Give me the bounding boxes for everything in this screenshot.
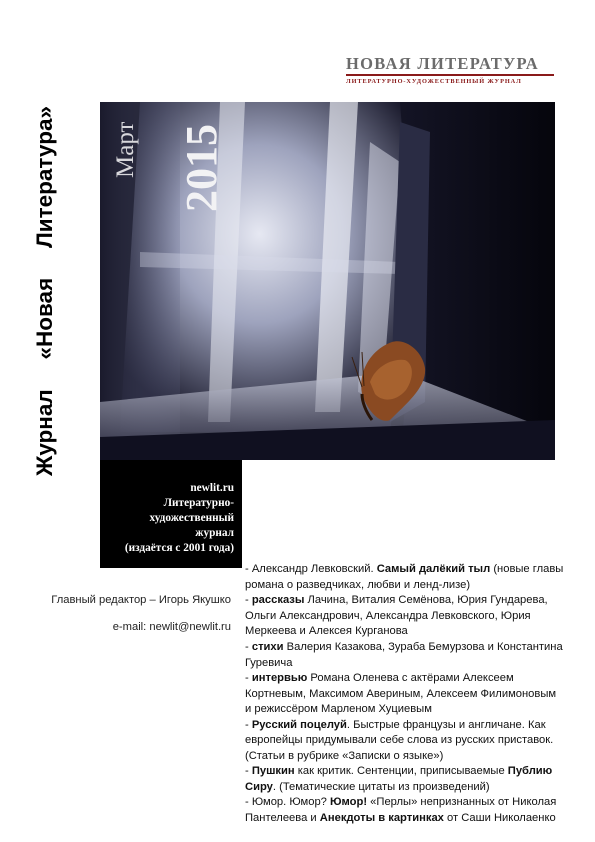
contents-item-text: - Юрий Меркеев.	[245, 532, 337, 545]
contents-item-text: -	[245, 672, 252, 685]
contents-heading: В номере:	[245, 470, 301, 482]
contents-item-text: -	[245, 765, 252, 778]
site-url[interactable]: newlit.ru	[190, 482, 234, 494]
site-info-line: (издаётся с 2001 года)	[124, 542, 234, 554]
vertical-journal-title	[32, 106, 58, 476]
contents-item	[245, 531, 565, 562]
issue-year: 2015	[177, 124, 226, 212]
site-info-line: художественный	[149, 512, 234, 524]
vertical-title-word: «Новая	[32, 277, 57, 360]
contents-item	[245, 764, 565, 795]
contents-item-bold: интервью	[251, 672, 308, 685]
contents-item	[245, 718, 565, 765]
contents-item-text: (повесть о маме и сыне-подростке)	[245, 501, 565, 529]
logo-title: НОВАЯ ЛИТЕРАТУРА	[346, 54, 539, 73]
contents-item-bold: Одна из десяти жизней	[336, 532, 466, 545]
site-info-line: журнал	[195, 527, 234, 539]
contents-item	[245, 485, 565, 532]
contact-email[interactable]: e-mail: newlit@newlit.ru	[112, 621, 231, 633]
contents-item	[245, 795, 565, 826]
issue-month: Март	[112, 121, 139, 178]
contents-list	[245, 485, 565, 827]
cover-image	[100, 102, 555, 460]
contents-item-text: от Саши Николаенко	[443, 812, 556, 825]
contents-item-text: Романа Оленева с актёрами Алексеем Кортневым, Максимом Авериным, Алексеем Филимоновым и режиссёром Марленом Хуциевым	[245, 672, 557, 716]
contents-item-bold: рассказы	[251, 594, 305, 607]
journal-logo	[346, 55, 554, 85]
vertical-title-word: Журнал	[32, 389, 57, 476]
contents-item-bold: Властелин Мира	[415, 501, 508, 514]
vertical-title-word: Литература»	[32, 106, 57, 248]
contents-item-text: (рассказы о просветлении и заблудившейся совести)	[245, 532, 530, 560]
logo-subtitle: ЛИТЕРАТУРНО-ХУДОЖЕСТВЕННЫЙ ЖУРНАЛ	[346, 78, 522, 85]
contents-item-text: - Юмор. Юмор?	[245, 796, 331, 809]
logo-rule	[346, 74, 554, 76]
contents-item-bold: Публию Сиру	[245, 765, 553, 793]
contents-item-text: Лачина, Виталия Семёнова, Юрия Гундарева, Ольги Александрович, Александра Левковского, Юрия Меркеева и Алексея Курганова	[245, 594, 548, 638]
contents-item-text: -	[245, 594, 252, 607]
contents-item-text: - Александр Левковский.	[245, 563, 377, 576]
contents-item	[245, 671, 565, 718]
contents-item	[245, 562, 565, 593]
contents-item-text: как критик. Сентенции, приписываемые	[294, 765, 508, 778]
contents-item-text: - Саша Николаенко.	[245, 485, 353, 498]
contents-item-text: «Перлы» непризнанных от Николая Пантелеева и	[245, 796, 557, 825]
contents-item-bold: стихи	[251, 641, 284, 654]
issue-contents	[245, 469, 565, 827]
contents-item-text: . (Тематические цитаты из произведений)	[272, 780, 490, 793]
chief-editor: Главный редактор – Игорь Якушко	[51, 594, 231, 606]
contents-item-bold: Пушкин	[251, 765, 295, 778]
contents-item-bold: Русский поцелуй	[251, 718, 347, 731]
contents-item-text: . Быстрые французы и англичане. Как европейцы придумывали себе слова из русских приставок. (Статьи в рубрике «Записки о языке»)	[245, 718, 554, 762]
contents-item-text: (новые главы романа о разведчиках, любви и ленд-лизе)	[245, 563, 564, 591]
contents-item-text: -	[245, 641, 252, 654]
contents-item-text: (истории о нежданном счастье),	[245, 501, 416, 514]
window-butterfly-illustration	[100, 102, 555, 460]
contents-item-bold: Анекдоты в картинках	[319, 812, 444, 825]
contents-item	[245, 640, 565, 671]
site-info-line: Литературно-	[163, 497, 234, 509]
contents-item	[245, 593, 565, 640]
contents-item-bold: Самый далёкий тыл	[376, 563, 491, 576]
contents-item-text: Валерия Казакова, Зураба Бемурзова и Константина Гуревича	[245, 641, 563, 669]
contents-item-text: -	[245, 718, 252, 731]
contents-item-bold: Тринадцать счастливых случаев	[352, 485, 537, 498]
site-info	[100, 481, 234, 556]
contents-item-bold: Юмор!	[330, 796, 368, 809]
